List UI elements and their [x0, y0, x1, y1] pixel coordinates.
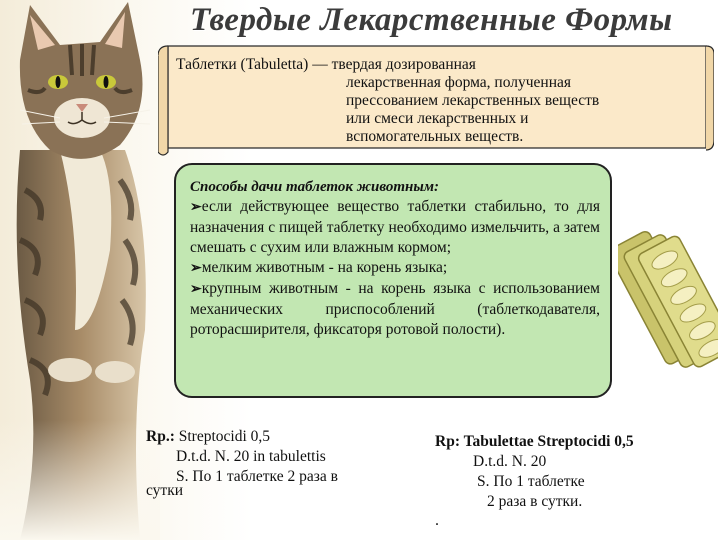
prescription-latin — [146, 427, 338, 501]
arrow-bullet-icon: ➢ — [190, 282, 202, 297]
rx-line: 2 раза в сутки. — [487, 493, 583, 510]
rx-line: D.t.d. N. 20 in tabulettis — [176, 448, 326, 465]
rx-line: D.t.d. N. 20 — [473, 453, 547, 470]
page-title: Твердые Лекарственные Формы — [190, 2, 673, 38]
definition-line: лекарственная форма, полученная — [346, 74, 572, 91]
method-item-text: если действующее вещество таблетки стабильно, то для назначения с пищей таблетку необходимо измельчить, а затем смешать с сухим или влажным кормом; — [190, 198, 600, 256]
methods-title: Способы дачи таблеток животным: — [190, 179, 440, 195]
tablet-blister-packs-image — [618, 218, 718, 378]
method-item — [190, 279, 600, 340]
arrow-bullet-icon: ➢ — [190, 261, 202, 276]
rx-line: Streptocidi 0,5 — [174, 428, 271, 445]
trailing-dot: . — [435, 512, 439, 529]
method-item — [190, 197, 600, 258]
tabby-cat-image — [0, 0, 160, 540]
definition-text — [176, 56, 706, 146]
rx-line: Rp: Tabulettae Streptocidi 0,5 — [435, 433, 634, 450]
definition-line: прессованием лекарственных веществ — [346, 92, 600, 109]
definition-scroll — [158, 40, 714, 158]
definition-line: Таблетки (Tabuletta) — твердая дозированная — [176, 56, 476, 73]
rx-line: S. По 1 таблетке 2 раза в — [176, 468, 338, 485]
administration-methods-box — [174, 163, 612, 398]
rx-line: сутки — [146, 482, 184, 499]
arrow-bullet-icon: ➢ — [190, 200, 202, 215]
rx-line: S. По 1 таблетке — [477, 473, 585, 490]
method-item-text: крупным животным - на корень языка с использованием механических приспособлений (таблеткодавателя, роторасширителя, фиксаторя ротовой полости). — [190, 280, 600, 338]
prescription-tablets — [435, 432, 634, 512]
definition-line: вспомогательных веществ. — [346, 128, 524, 145]
definition-line: или смеси лекарственных и — [346, 110, 529, 127]
method-item — [190, 258, 600, 279]
rx-label: Rp.: — [146, 428, 175, 445]
method-item-text: мелким животным - на корень языка; — [201, 259, 448, 276]
